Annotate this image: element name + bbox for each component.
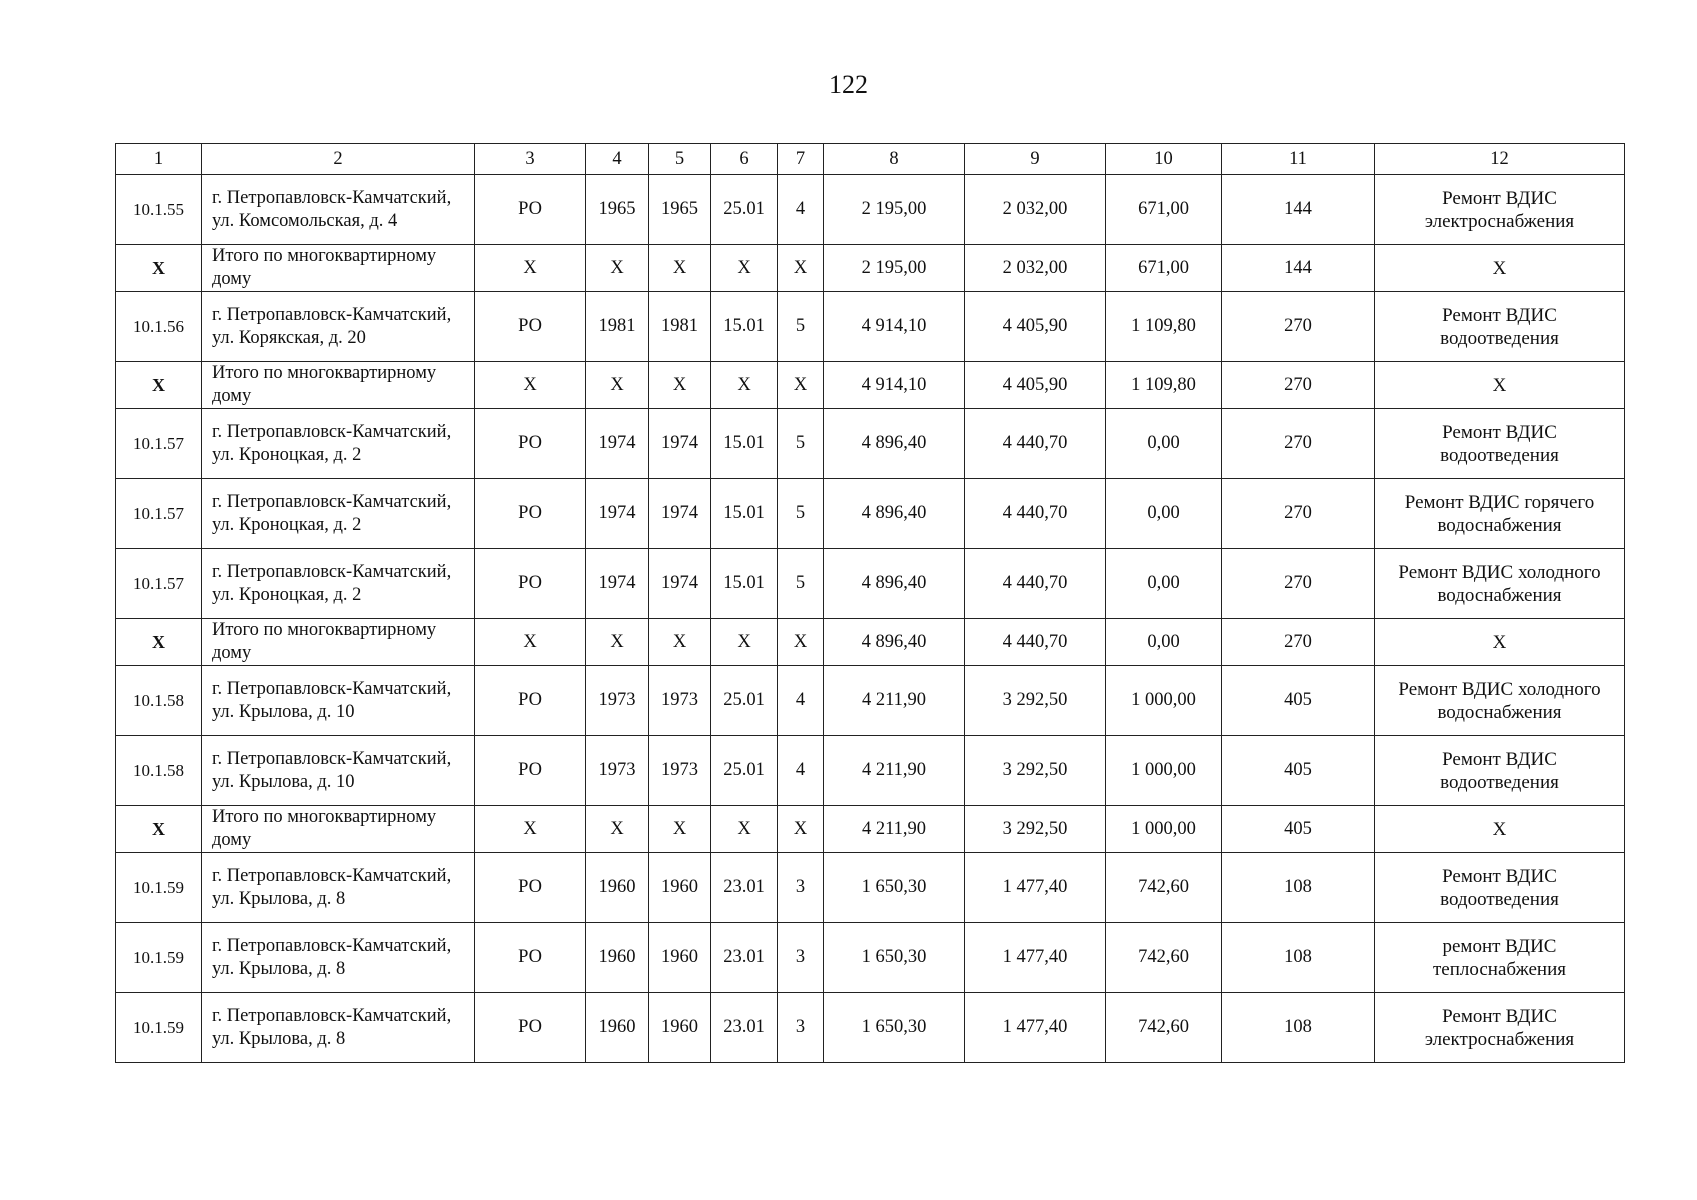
table-row <box>116 853 1625 923</box>
owner-type-cell: РО <box>475 175 586 245</box>
work-type-cell: Ремонт ВДИС горячего водоснабжения <box>1375 479 1625 549</box>
year-commissioned-cell: X <box>649 362 711 409</box>
column-header: 11 <box>1222 144 1375 175</box>
floors-cell: X <box>778 245 824 292</box>
floors-cell: 5 <box>778 409 824 479</box>
item-number-cell: X <box>116 619 202 666</box>
non-living-area-cell: 1 000,00 <box>1106 736 1222 806</box>
year-commissioned-cell: 1974 <box>649 409 711 479</box>
living-area-cell: 4 440,70 <box>965 619 1106 666</box>
column-header: 9 <box>965 144 1106 175</box>
table-row <box>116 479 1625 549</box>
column-header: 12 <box>1375 144 1625 175</box>
non-living-area-cell: 742,60 <box>1106 993 1222 1063</box>
address-cell: Итого по многоквартирному дому <box>202 245 475 292</box>
living-area-cell: 1 477,40 <box>965 993 1106 1063</box>
total-area-cell: 4 914,10 <box>824 362 965 409</box>
item-number-cell: X <box>116 362 202 409</box>
total-area-cell: 4 896,40 <box>824 549 965 619</box>
year-built-cell: 1973 <box>586 736 649 806</box>
non-living-area-cell: 0,00 <box>1106 479 1222 549</box>
year-commissioned-cell: 1960 <box>649 853 711 923</box>
owner-type-cell: X <box>475 245 586 292</box>
address-cell: г. Петропавловск-Камчатский, ул. Крылова, д. 8 <box>202 993 475 1063</box>
year-built-cell: 1960 <box>586 993 649 1063</box>
total-row <box>116 619 1625 666</box>
total-area-cell: 1 650,30 <box>824 923 965 993</box>
item-number-cell: X <box>116 245 202 292</box>
year-commissioned-cell: 1973 <box>649 666 711 736</box>
item-number-cell: 10.1.58 <box>116 666 202 736</box>
living-area-cell: 3 292,50 <box>965 806 1106 853</box>
address-cell: г. Петропавловск-Камчатский, ул. Комсомольская, д. 4 <box>202 175 475 245</box>
year-built-cell: 1960 <box>586 923 649 993</box>
table-body <box>116 144 1625 1063</box>
table-row <box>116 736 1625 806</box>
living-area-cell: 4 405,90 <box>965 292 1106 362</box>
code-cell: 25.01 <box>711 666 778 736</box>
total-area-cell: 2 195,00 <box>824 245 965 292</box>
table-row <box>116 549 1625 619</box>
residents-cell: 270 <box>1222 479 1375 549</box>
address-cell: Итого по многоквартирному дому <box>202 362 475 409</box>
code-cell: X <box>711 806 778 853</box>
work-type-cell: Ремонт ВДИС холодного водоснабжения <box>1375 666 1625 736</box>
column-header: 7 <box>778 144 824 175</box>
item-number-cell: 10.1.59 <box>116 993 202 1063</box>
address-cell: г. Петропавловск-Камчатский, ул. Кроноцкая, д. 2 <box>202 409 475 479</box>
floors-cell: 3 <box>778 923 824 993</box>
year-commissioned-cell: 1965 <box>649 175 711 245</box>
year-built-cell: 1973 <box>586 666 649 736</box>
total-area-cell: 4 211,90 <box>824 806 965 853</box>
table-row <box>116 993 1625 1063</box>
living-area-cell: 1 477,40 <box>965 853 1106 923</box>
non-living-area-cell: 671,00 <box>1106 175 1222 245</box>
residents-cell: 144 <box>1222 175 1375 245</box>
non-living-area-cell: 1 000,00 <box>1106 666 1222 736</box>
address-cell: Итого по многоквартирному дому <box>202 806 475 853</box>
table-row <box>116 923 1625 993</box>
year-built-cell: 1974 <box>586 409 649 479</box>
total-area-cell: 4 211,90 <box>824 736 965 806</box>
work-type-cell: Ремонт ВДИС электроснабжения <box>1375 993 1625 1063</box>
column-header: 6 <box>711 144 778 175</box>
floors-cell: 3 <box>778 993 824 1063</box>
floors-cell: X <box>778 806 824 853</box>
total-area-cell: 4 896,40 <box>824 619 965 666</box>
residents-cell: 270 <box>1222 619 1375 666</box>
address-cell: г. Петропавловск-Камчатский, ул. Крылова, д. 8 <box>202 853 475 923</box>
year-commissioned-cell: X <box>649 806 711 853</box>
work-type-cell: X <box>1375 245 1625 292</box>
item-number-cell: 10.1.57 <box>116 479 202 549</box>
year-commissioned-cell: 1981 <box>649 292 711 362</box>
code-cell: 15.01 <box>711 479 778 549</box>
year-built-cell: X <box>586 806 649 853</box>
address-cell: г. Петропавловск-Камчатский, ул. Крылова, д. 8 <box>202 923 475 993</box>
total-area-cell: 4 896,40 <box>824 409 965 479</box>
table-row <box>116 409 1625 479</box>
non-living-area-cell: 742,60 <box>1106 923 1222 993</box>
floors-cell: 4 <box>778 666 824 736</box>
year-built-cell: 1974 <box>586 479 649 549</box>
floors-cell: 4 <box>778 736 824 806</box>
owner-type-cell: РО <box>475 736 586 806</box>
residents-cell: 405 <box>1222 736 1375 806</box>
owner-type-cell: РО <box>475 549 586 619</box>
work-type-cell: Ремонт ВДИС электроснабжения <box>1375 175 1625 245</box>
residents-cell: 108 <box>1222 853 1375 923</box>
residents-cell: 405 <box>1222 666 1375 736</box>
floors-cell: 5 <box>778 479 824 549</box>
page-number: 122 <box>829 70 868 99</box>
code-cell: 15.01 <box>711 409 778 479</box>
total-area-cell: 2 195,00 <box>824 175 965 245</box>
non-living-area-cell: 0,00 <box>1106 619 1222 666</box>
owner-type-cell: РО <box>475 409 586 479</box>
owner-type-cell: РО <box>475 666 586 736</box>
table-row <box>116 666 1625 736</box>
year-commissioned-cell: 1974 <box>649 549 711 619</box>
non-living-area-cell: 1 109,80 <box>1106 362 1222 409</box>
year-commissioned-cell: X <box>649 245 711 292</box>
column-header: 4 <box>586 144 649 175</box>
column-header: 1 <box>116 144 202 175</box>
total-area-cell: 4 914,10 <box>824 292 965 362</box>
floors-cell: X <box>778 619 824 666</box>
repair-plan-table <box>115 143 1625 1063</box>
code-cell: 23.01 <box>711 853 778 923</box>
residents-cell: 405 <box>1222 806 1375 853</box>
work-type-cell: Ремонт ВДИС водоотведения <box>1375 736 1625 806</box>
floors-cell: X <box>778 362 824 409</box>
year-built-cell: 1981 <box>586 292 649 362</box>
column-header: 10 <box>1106 144 1222 175</box>
non-living-area-cell: 1 109,80 <box>1106 292 1222 362</box>
item-number-cell: 10.1.59 <box>116 853 202 923</box>
code-cell: 23.01 <box>711 923 778 993</box>
code-cell: X <box>711 619 778 666</box>
year-commissioned-cell: 1973 <box>649 736 711 806</box>
total-row <box>116 806 1625 853</box>
total-area-cell: 4 896,40 <box>824 479 965 549</box>
year-built-cell: 1974 <box>586 549 649 619</box>
living-area-cell: 4 440,70 <box>965 409 1106 479</box>
non-living-area-cell: 0,00 <box>1106 409 1222 479</box>
work-type-cell: ремонт ВДИС теплоснабжения <box>1375 923 1625 993</box>
address-cell: Итого по многоквартирному дому <box>202 619 475 666</box>
code-cell: X <box>711 245 778 292</box>
residents-cell: 108 <box>1222 993 1375 1063</box>
floors-cell: 5 <box>778 292 824 362</box>
year-built-cell: X <box>586 362 649 409</box>
non-living-area-cell: 742,60 <box>1106 853 1222 923</box>
column-header: 3 <box>475 144 586 175</box>
work-type-cell: Ремонт ВДИС водоотведения <box>1375 292 1625 362</box>
owner-type-cell: X <box>475 806 586 853</box>
year-built-cell: 1965 <box>586 175 649 245</box>
residents-cell: 108 <box>1222 923 1375 993</box>
work-type-cell: Ремонт ВДИС водоотведения <box>1375 853 1625 923</box>
residents-cell: 144 <box>1222 245 1375 292</box>
column-header: 2 <box>202 144 475 175</box>
address-cell: г. Петропавловск-Камчатский, ул. Крылова, д. 10 <box>202 736 475 806</box>
address-cell: г. Петропавловск-Камчатский, ул. Корякская, д. 20 <box>202 292 475 362</box>
living-area-cell: 4 405,90 <box>965 362 1106 409</box>
floors-cell: 5 <box>778 549 824 619</box>
work-type-cell: Ремонт ВДИС водоотведения <box>1375 409 1625 479</box>
item-number-cell: 10.1.55 <box>116 175 202 245</box>
item-number-cell: 10.1.58 <box>116 736 202 806</box>
year-built-cell: 1960 <box>586 853 649 923</box>
code-cell: 25.01 <box>711 175 778 245</box>
year-built-cell: X <box>586 619 649 666</box>
year-commissioned-cell: 1960 <box>649 923 711 993</box>
floors-cell: 4 <box>778 175 824 245</box>
item-number-cell: 10.1.57 <box>116 409 202 479</box>
column-header: 8 <box>824 144 965 175</box>
work-type-cell: X <box>1375 806 1625 853</box>
code-cell: 15.01 <box>711 549 778 619</box>
owner-type-cell: РО <box>475 853 586 923</box>
residents-cell: 270 <box>1222 292 1375 362</box>
table-row <box>116 175 1625 245</box>
work-type-cell: Ремонт ВДИС холодного водоснабжения <box>1375 549 1625 619</box>
living-area-cell: 3 292,50 <box>965 736 1106 806</box>
non-living-area-cell: 1 000,00 <box>1106 806 1222 853</box>
owner-type-cell: РО <box>475 923 586 993</box>
total-row <box>116 362 1625 409</box>
living-area-cell: 4 440,70 <box>965 479 1106 549</box>
living-area-cell: 3 292,50 <box>965 666 1106 736</box>
year-commissioned-cell: 1960 <box>649 993 711 1063</box>
living-area-cell: 2 032,00 <box>965 245 1106 292</box>
owner-type-cell: X <box>475 619 586 666</box>
item-number-cell: 10.1.57 <box>116 549 202 619</box>
total-area-cell: 1 650,30 <box>824 853 965 923</box>
address-cell: г. Петропавловск-Камчатский, ул. Крылова, д. 10 <box>202 666 475 736</box>
residents-cell: 270 <box>1222 362 1375 409</box>
code-cell: X <box>711 362 778 409</box>
column-header: 5 <box>649 144 711 175</box>
work-type-cell: X <box>1375 362 1625 409</box>
residents-cell: 270 <box>1222 409 1375 479</box>
item-number-cell: 10.1.59 <box>116 923 202 993</box>
year-commissioned-cell: X <box>649 619 711 666</box>
total-area-cell: 4 211,90 <box>824 666 965 736</box>
item-number-cell: 10.1.56 <box>116 292 202 362</box>
owner-type-cell: РО <box>475 479 586 549</box>
total-area-cell: 1 650,30 <box>824 993 965 1063</box>
non-living-area-cell: 671,00 <box>1106 245 1222 292</box>
total-row <box>116 245 1625 292</box>
code-cell: 15.01 <box>711 292 778 362</box>
year-commissioned-cell: 1974 <box>649 479 711 549</box>
owner-type-cell: РО <box>475 993 586 1063</box>
item-number-cell: X <box>116 806 202 853</box>
address-cell: г. Петропавловск-Камчатский, ул. Кроноцкая, д. 2 <box>202 549 475 619</box>
year-built-cell: X <box>586 245 649 292</box>
address-cell: г. Петропавловск-Камчатский, ул. Кроноцкая, д. 2 <box>202 479 475 549</box>
living-area-cell: 1 477,40 <box>965 923 1106 993</box>
owner-type-cell: X <box>475 362 586 409</box>
code-cell: 23.01 <box>711 993 778 1063</box>
owner-type-cell: РО <box>475 292 586 362</box>
table-header-row <box>116 144 1625 175</box>
floors-cell: 3 <box>778 853 824 923</box>
code-cell: 25.01 <box>711 736 778 806</box>
living-area-cell: 4 440,70 <box>965 549 1106 619</box>
residents-cell: 270 <box>1222 549 1375 619</box>
living-area-cell: 2 032,00 <box>965 175 1106 245</box>
non-living-area-cell: 0,00 <box>1106 549 1222 619</box>
table-row <box>116 292 1625 362</box>
work-type-cell: X <box>1375 619 1625 666</box>
